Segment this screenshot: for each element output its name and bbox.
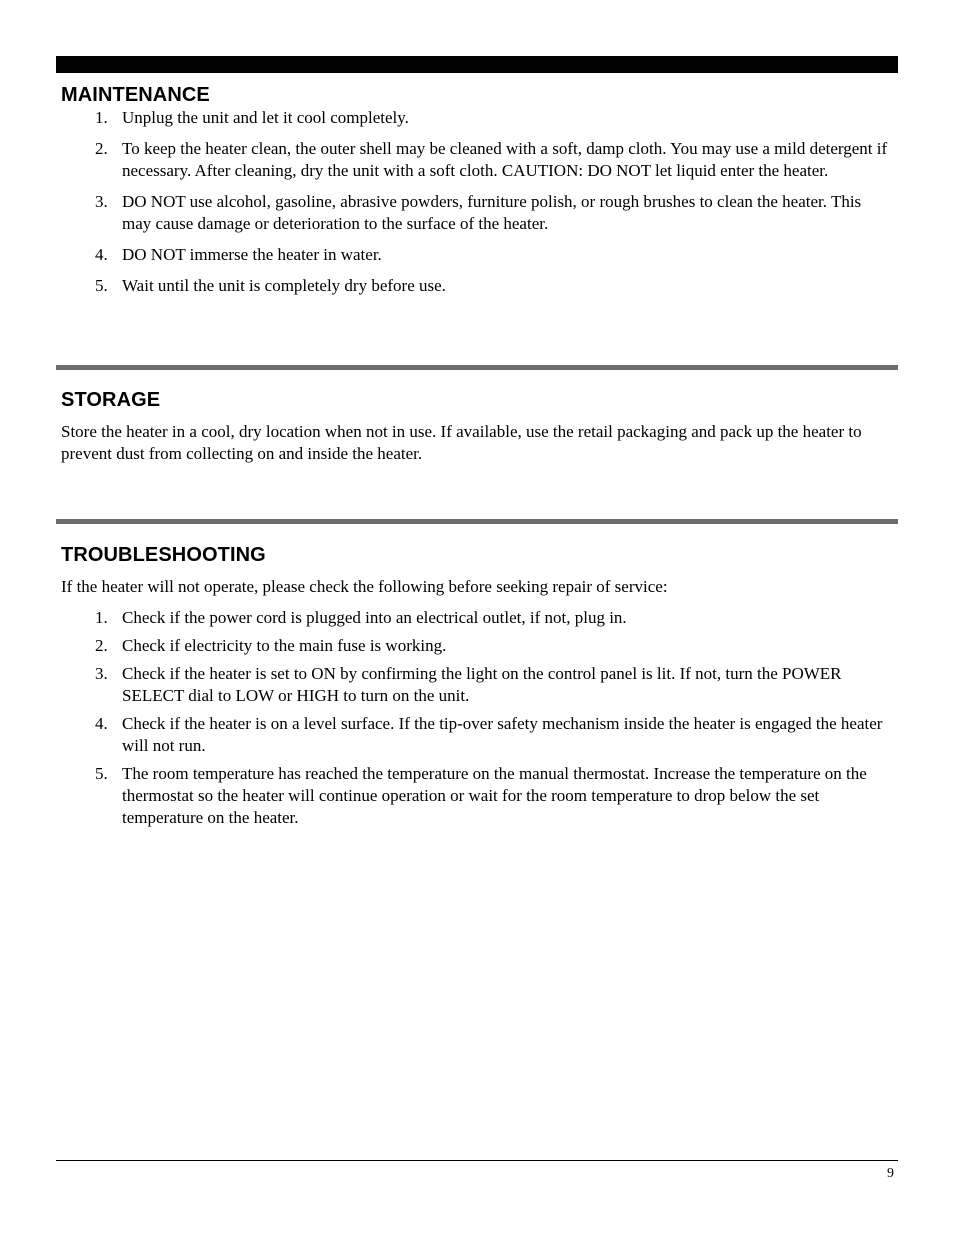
list-item-number: 3. [95, 192, 108, 211]
list-item [0, 763, 900, 829]
list-item [0, 713, 900, 757]
troubleshooting-intro: If the heater will not operate, please check the following before seeking repair of service: [61, 577, 668, 596]
section-divider [56, 365, 898, 370]
list-item [0, 191, 900, 235]
list-item-number: 2. [95, 636, 108, 655]
troubleshooting-list [0, 607, 900, 835]
list-item-text: Unplug the unit and let it cool completely. [122, 108, 409, 127]
list-item [0, 138, 900, 182]
list-item [0, 244, 900, 266]
list-item-text: To keep the heater clean, the outer shell may be cleaned with a soft, damp cloth. You may use a mild detergent if necessary. After cleaning, dry the unit with a soft cloth. CAUTION: DO NOT let liquid enter the heater. [122, 139, 888, 180]
list-item [0, 663, 900, 707]
list-item-text: Wait until the unit is completely dry before use. [122, 276, 446, 295]
list-item [0, 607, 900, 629]
top-header-bar [56, 56, 898, 73]
maintenance-heading: MAINTENANCE [61, 84, 210, 106]
section-divider [56, 519, 898, 524]
troubleshooting-heading: TROUBLESHOOTING [61, 544, 266, 566]
storage-text: Store the heater in a cool, dry location when not in use. If available, use the retail packaging and pack up the heater to prevent dust from collecting on and inside the heater. [61, 422, 862, 463]
list-item-number: 5. [95, 764, 108, 783]
storage-heading: STORAGE [61, 389, 161, 411]
list-item-number: 5. [95, 276, 108, 295]
maintenance-list [0, 107, 900, 306]
list-item-number: 3. [95, 664, 108, 683]
footer-rule [56, 1160, 898, 1161]
list-item-number: 4. [95, 714, 108, 733]
list-item [0, 275, 900, 297]
list-item-number: 4. [95, 245, 108, 264]
list-item-text: DO NOT use alcohol, gasoline, abrasive powders, furniture polish, or rough brushes to clean the heater. This may cause damage or deterioration to the surface of the heater. [122, 192, 862, 233]
list-item-text: Check if electricity to the main fuse is working. [122, 636, 447, 655]
list-item-number: 1. [95, 108, 108, 127]
list-item [0, 635, 900, 657]
list-item-text: Check if the power cord is plugged into an electrical outlet, if not, plug in. [122, 608, 627, 627]
list-item-text: DO NOT immerse the heater in water. [122, 245, 382, 264]
list-item-text: Check if the heater is set to ON by confirming the light on the control panel is lit. If not, turn the POWER SELECT dial to LOW or HIGH to turn on the unit. [122, 664, 842, 705]
list-item-text: The room temperature has reached the temperature on the manual thermostat. Increase the temperature on the thermostat so the heater will continue operation or wait for the room temperature to drop below the set temperature on the heater. [122, 764, 867, 827]
page-number: 9 [887, 1166, 894, 1181]
list-item-number: 1. [95, 608, 108, 627]
list-item [0, 107, 900, 129]
list-item-text: Check if the heater is on a level surface. If the tip-over safety mechanism inside the heater is engaged the heater will not run. [122, 714, 883, 755]
list-item-number: 2. [95, 139, 108, 158]
